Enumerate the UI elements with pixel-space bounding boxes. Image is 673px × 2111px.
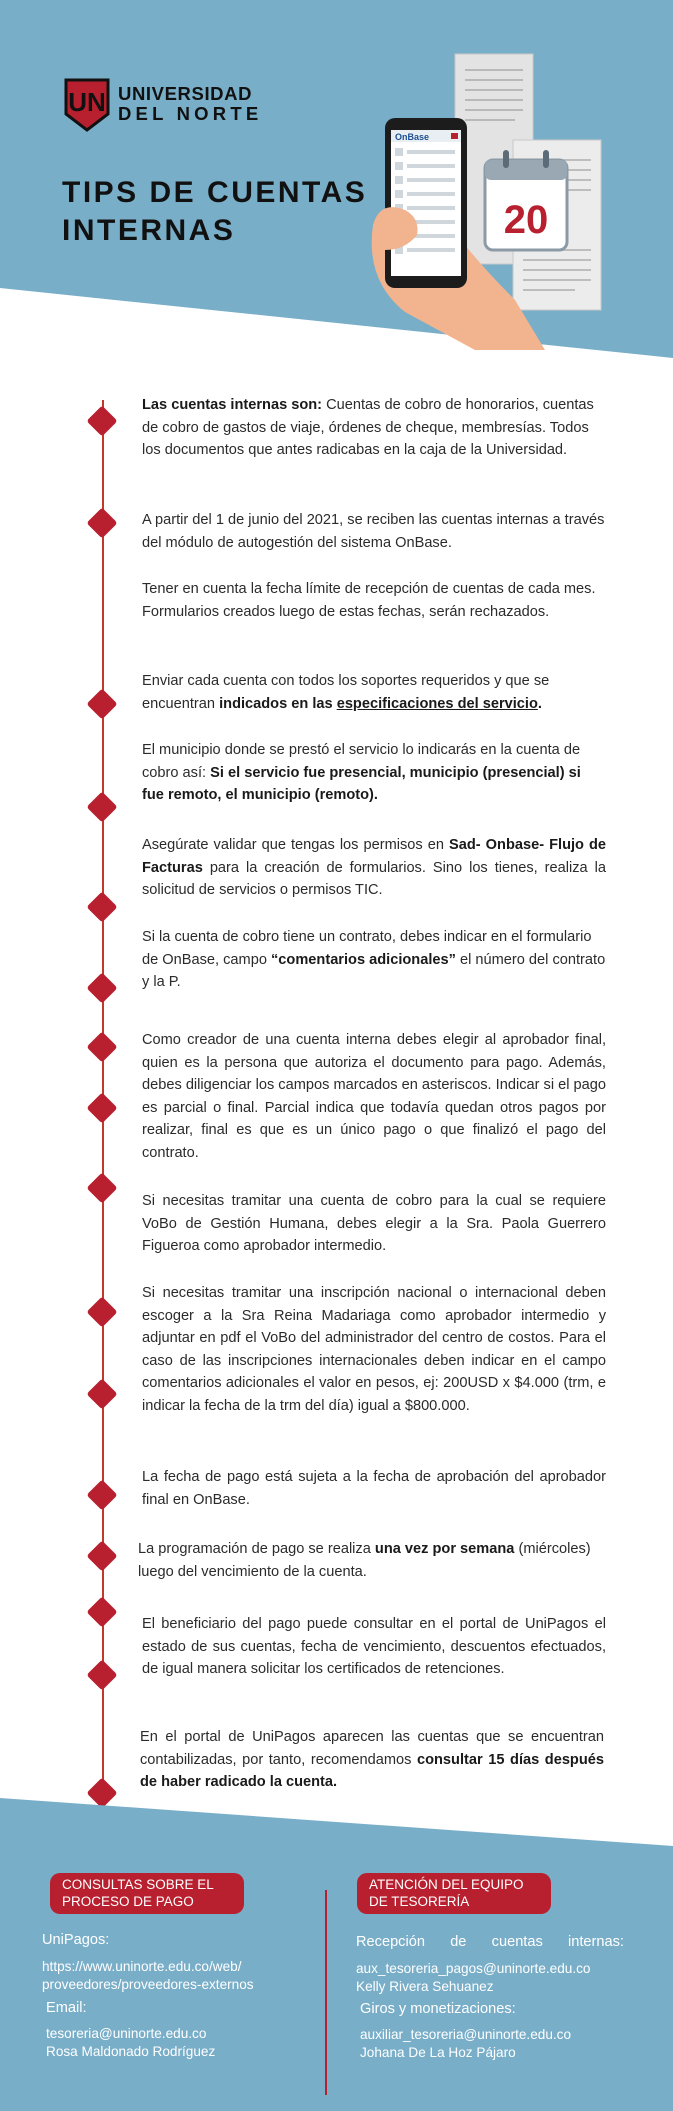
- timeline-marker: [86, 1479, 117, 1510]
- tip-14-text-a: En el portal de UniPagos aparecen las cuentas que se encuentran contabilizadas, por tanto, recomendamos: [140, 1729, 604, 1768]
- tip-5: [142, 739, 606, 807]
- tip-6: [142, 834, 606, 902]
- giros-label: Giros y monetizaciones:: [360, 2001, 516, 2017]
- tip-12-bold: una vez por semana: [374, 1541, 515, 1557]
- timeline-marker: [86, 791, 117, 822]
- tip-4-bold: indicados en las: [219, 695, 337, 712]
- tip-12-text-b: (miércoles) luego del vencimiento de la cuenta.: [138, 1541, 591, 1580]
- tip-1-text: Cuentas de cobro de honorarios, cuentas de cobro de gastos de viaje, órdenes de cheque, membresías. Todos los documentos que antes radicabas en la caja de la Universidad.: [142, 397, 594, 458]
- tip-4-text: Enviar cada cuenta con todos los soportes requeridos y que se encuentran: [142, 673, 550, 712]
- timeline-marker: [86, 1596, 117, 1627]
- tip-1-bold: Las cuentas internas son:: [142, 397, 323, 413]
- email-label: Email:: [46, 2000, 87, 2016]
- left-contact-name: Rosa Maldonado Rodríguez: [46, 2044, 216, 2059]
- tip-4-suffix: .: [537, 695, 542, 712]
- treasury-team-badge: ATENCIÓN DEL EQUIPO DE TESORERÍA: [357, 1873, 551, 1914]
- tip-8: Como creador de una cuenta interna debes elegir al aprobador final, quien es la persona que autoriza el documento para pago. Además, debes diligenciar los campos marcados en asteriscos. Indicar si el pago es parcial o final. Parcial indica que todavía quedan otros pagos por realizar, final es que es un único pago o que finalizó el pago del contrato.: [142, 1032, 606, 1161]
- logo-name-line1: UNIVERSIDAD: [118, 83, 253, 104]
- timeline-marker: [86, 891, 117, 922]
- tip-12: [138, 1538, 602, 1583]
- timeline-marker: [86, 1092, 117, 1123]
- logo-mark-text: UN: [68, 87, 106, 117]
- footer-divider: [325, 1890, 327, 2095]
- unipagos-url-line2[interactable]: proveedores/proveedores-externos: [42, 1977, 254, 1992]
- timeline-marker: [86, 1296, 117, 1327]
- tip-5-bold: Si el servicio fue presencial, municipio (presencial) si fue remoto, el municipio (remoto).: [142, 764, 581, 803]
- unipagos-url-line1[interactable]: https://www.uninorte.edu.co/web/: [42, 1959, 242, 1974]
- timeline-marker: [86, 1540, 117, 1571]
- tip-14-bold: consultar 15 días después de haber radicado la cuenta.: [140, 1751, 604, 1790]
- tip-13: El beneficiario del pago puede consultar en el portal de UniPagos el estado de sus cuentas, fecha de vencimiento, descuentos efectuados, de igual manera solicitar los certificados de retenciones.: [142, 1616, 606, 1677]
- service-specifications-link[interactable]: especificaciones del servicio: [336, 695, 538, 712]
- timeline-marker: [86, 688, 117, 719]
- timeline-marker: [86, 405, 117, 436]
- reception-label: Recepción de cuentas internas:: [356, 1934, 624, 1950]
- timeline-marker: [86, 972, 117, 1003]
- logo-name-line2: DEL NORTE: [118, 103, 263, 124]
- university-logo: [62, 78, 272, 134]
- tip-7-text-a: Si la cuenta de cobro tiene un contrato, debes indicar en el formulario de OnBase, campo: [142, 929, 592, 968]
- reception-email[interactable]: aux_tesoreria_pagos@uninorte.edu.co: [356, 1961, 591, 1976]
- timeline-marker: [86, 1172, 117, 1203]
- tip-14: [140, 1726, 604, 1794]
- timeline-marker: [86, 507, 117, 538]
- payment-inquiries-badge: CONSULTAS SOBRE EL PROCESO DE PAGO: [50, 1873, 244, 1914]
- giros-email[interactable]: auxiliar_tesoreria@uninorte.edu.co: [360, 2027, 572, 2042]
- tip-6-bold: Sad- Onbase- Flujo de Facturas: [142, 837, 607, 876]
- tip-2: A partir del 1 de junio del 2021, se reciben las cuentas internas a través del módulo de autogestión del sistema OnBase.: [142, 512, 605, 551]
- phone-app-label: OnBase: [395, 132, 430, 142]
- tip-7-text-b: el número del contrato y la P.: [142, 951, 606, 990]
- tip-7: [142, 926, 606, 994]
- timeline-marker: [86, 1031, 117, 1062]
- tip-4: [142, 670, 606, 715]
- tip-9: Si necesitas tramitar una cuenta de cobro para la cual se requiere VoBo de Gestión Humana, debes elegir a la Sra. Paola Guerrero Figueroa como aprobador intermedio.: [142, 1193, 606, 1254]
- timeline-marker: [86, 1659, 117, 1690]
- tip-12-text-a: La programación de pago se realiza: [138, 1541, 375, 1557]
- giros-contact-name: Johana De La Hoz Pájaro: [360, 2045, 516, 2060]
- tip-5-text: El municipio donde se prestó el servicio lo indicarás en la cuenta de cobro así:: [142, 742, 581, 781]
- unipagos-label: UniPagos:: [42, 1932, 110, 1948]
- tip-3: Tener en cuenta la fecha límite de recepción de cuentas de cada mes. Formularios creados luego de estas fechas, serán rechazados.: [142, 581, 596, 620]
- tip-10: Si necesitas tramitar una inscripción nacional o internacional deben escoger a la Sra Reina Madariaga como aprobador intermedio y adjuntar en pdf el VoBo del administrador del centro de costos. Para el caso de las inscripciones internacionales deben indicar en el campo comentarios adicionales el valor en pesos, ej: 200USD x $4.000 (trm, e indicar la fecha de la trm del día) igual a $800.000.: [142, 1285, 606, 1414]
- tip-11: La fecha de pago está sujeta a la fecha de aprobación del aprobador final en OnBase.: [142, 1469, 606, 1508]
- calendar-day: 20: [503, 198, 549, 242]
- tip-1: [142, 394, 606, 462]
- tip-6-text-b: para la creación de formularios. Sino los tienes, realiza la solicitud de servicios o permisos TIC.: [142, 859, 606, 898]
- tip-7-bold: “comentarios adicionales”: [271, 951, 456, 968]
- phone-calendar-illustration: [365, 50, 605, 350]
- tip-6-text-a: Asegúrate validar que tengas los permisos en: [142, 837, 450, 853]
- page-title: TIPS DE CUENTAS INTERNAS: [62, 176, 368, 247]
- timeline-marker: [86, 1378, 117, 1409]
- reception-contact-name: Kelly Rivera Sehuanez: [356, 1979, 494, 1994]
- logo-mark: [62, 78, 112, 132]
- treasury-email[interactable]: tesoreria@uninorte.edu.co: [46, 2026, 207, 2041]
